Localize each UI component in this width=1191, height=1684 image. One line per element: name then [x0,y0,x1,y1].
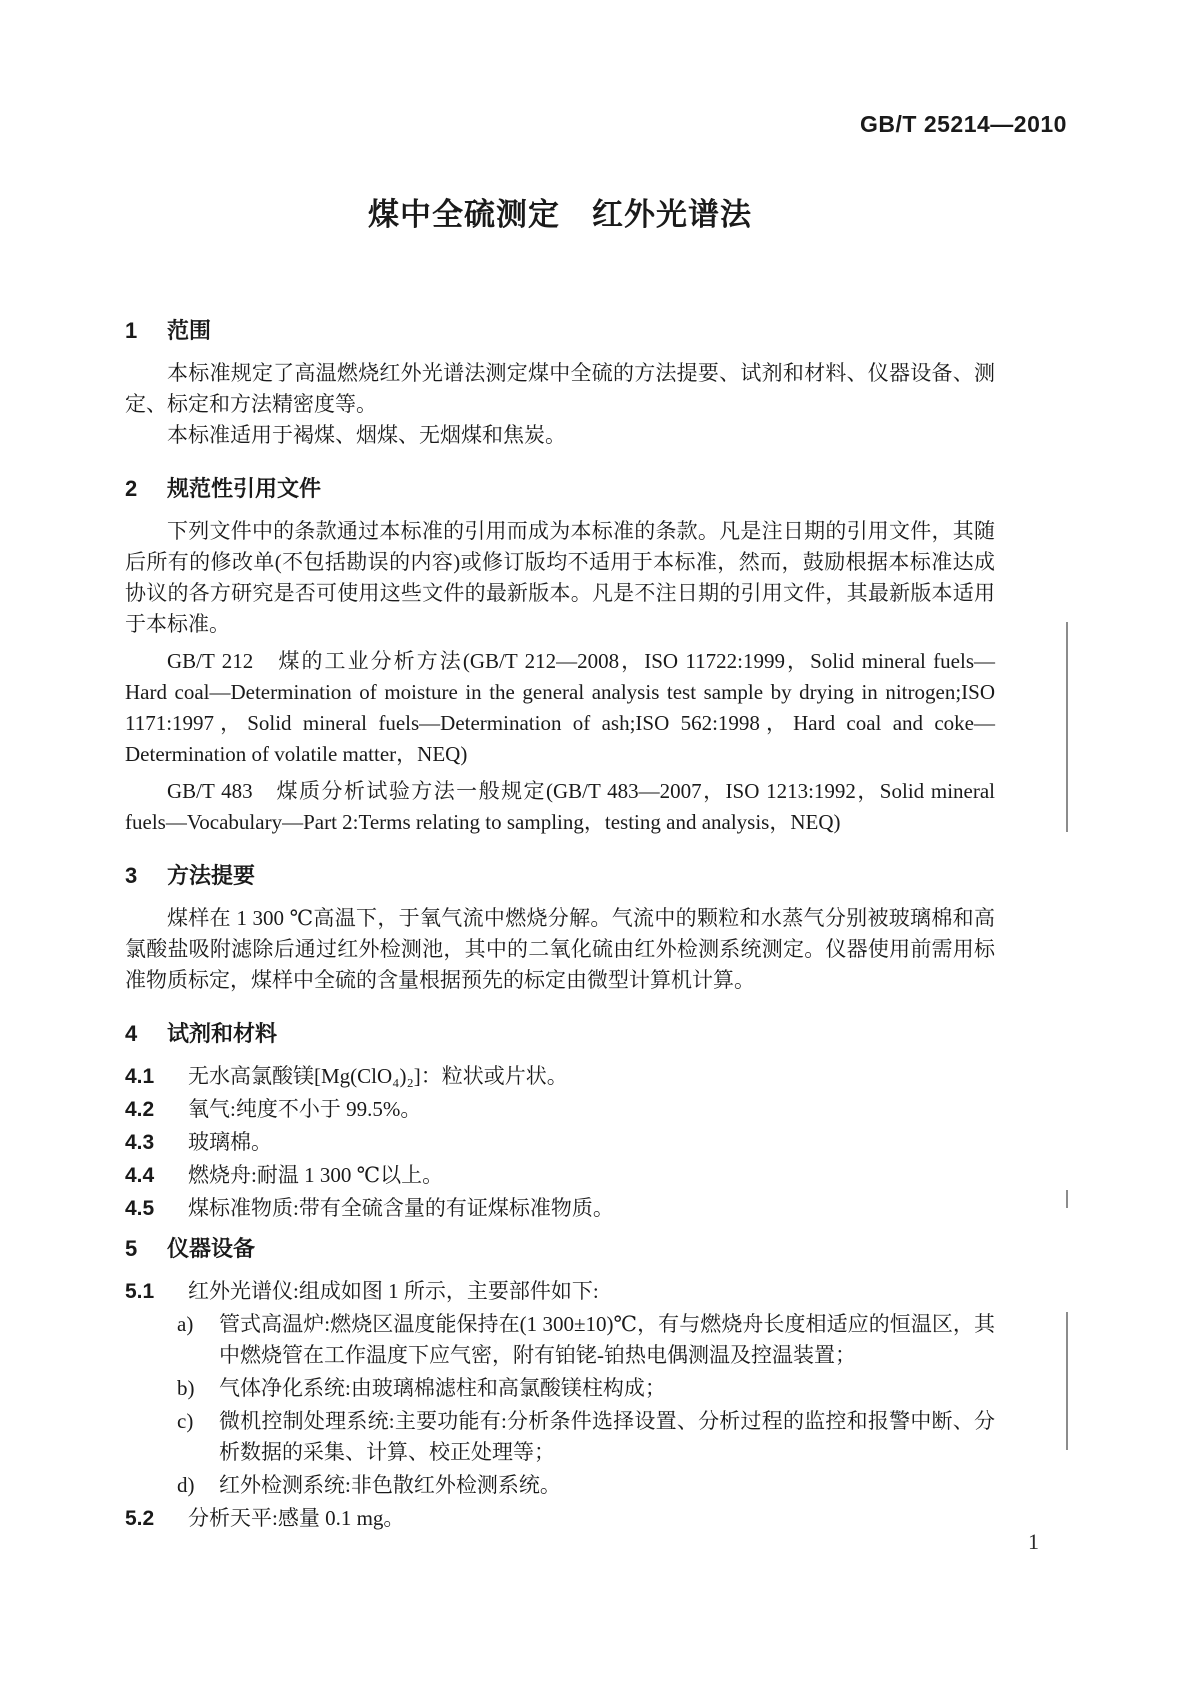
list-item-label: a) [177,1312,194,1336]
clause-number: 5.2 [125,1507,155,1530]
list-item-d [125,1470,995,1501]
clause-text: 分析天平:感量 0.1 mg。 [188,1506,405,1530]
section-number: 1 [125,318,138,343]
clause-text: 红外光谱仪:组成如图 1 所示，主要部件如下: [188,1279,599,1303]
paragraph: 本标准规定了高温燃烧红外光谱法测定煤中全硫的方法提要、试剂和材料、仪器设备、测定、标定和方法精密度等。 [125,361,995,416]
section-title: 方法提要 [167,863,256,888]
clause-text: 无水高氯酸镁[Mg(ClO₄)₂]：粒状或片状。 [188,1064,568,1088]
clause-number: 4.5 [125,1197,155,1220]
clause-5-2 [125,1503,995,1534]
list-item-text: 微机控制处理系统:主要功能有:分析条件选择设置、分析过程的监控和报警中断、分析数据的采集、计算、校正处理等； [219,1409,995,1464]
list-item-text: 管式高温炉:燃烧区温度能保持在(1 300±10)℃，有与燃烧舟长度相适应的恒温区，其中燃烧管在工作温度下应气密，附有铂铑-铂热电偶测温及控温装置； [219,1312,995,1367]
clause-4-1 [125,1061,995,1092]
list-item-a [125,1309,995,1371]
clause-4-3 [125,1127,995,1158]
clause-number: 4.1 [125,1065,155,1088]
clause-text: 氧气:纯度不小于 99.5%。 [188,1097,422,1121]
section-3-heading [125,860,995,891]
standard-code: GB/T 25214—2010 [860,111,1067,137]
change-bar [1066,1312,1068,1450]
section-1-heading [125,315,995,346]
section-number: 5 [125,1236,138,1261]
list-item-label: b) [177,1376,195,1400]
page-number: 1 [1028,1529,1039,1554]
list-item-label: d) [177,1473,195,1497]
clause-number: 5.1 [125,1280,155,1303]
document-title: 煤中全硫测定 红外光谱法 [368,197,752,232]
section-number: 3 [125,863,138,888]
list-item-c [125,1406,995,1468]
normative-reference: GB/T 212 煤的工业分析方法(GB/T 212—2008，ISO 11722:1999，Solid mineral fuels—Hard coal—Determination of moisture in the general analysis test sample by drying in nitrogen;ISO 1171:1997，Solid mineral fuels—Determination of ash;ISO 562:1998，Hard coal and coke—Determination of volatile matter，NEQ) [125,649,995,766]
clause-number: 4.2 [125,1098,155,1121]
section-title: 规范性引用文件 [167,476,322,501]
section-number: 2 [125,476,138,501]
clause-text: 燃烧舟:耐温 1 300 ℃以上。 [188,1163,444,1187]
clause-text: 玻璃棉。 [188,1130,272,1154]
clause-4-4 [125,1160,995,1191]
clause-4-5 [125,1193,995,1224]
normative-reference: GB/T 483 煤质分析试验方法一般规定(GB/T 483—2007，ISO 1213:1992，Solid mineral fuels—Vocabulary—Part 2:Terms relating to sampling，testing and analysis，NEQ) [125,779,995,834]
section-title: 仪器设备 [167,1236,256,1261]
clause-4-2 [125,1094,995,1125]
paragraph: 下列文件中的条款通过本标准的引用而成为本标准的条款。凡是注日期的引用文件，其随后所有的修改单(不包括勘误的内容)或修订版均不适用于本标准，然而，鼓励根据本标准达成协议的各方研究是否可使用这些文件的最新版本。凡是不注日期的引用文件，其最新版本适用于本标准。 [125,519,995,636]
clause-5-1 [125,1276,995,1307]
paragraph: 煤样在 1 300 ℃高温下，于氧气流中燃烧分解。气流中的颗粒和水蒸气分别被玻璃棉和高氯酸盐吸附滤除后通过红外检测池，其中的二氧化硫由红外检测系统测定。仪器使用前需用标准物质标定，煤样中全硫的含量根据预先的标定由微型计算机计算。 [125,906,995,992]
section-number: 4 [125,1021,138,1046]
clause-number: 4.4 [125,1164,155,1187]
section-4-heading [125,1018,995,1049]
page-content [125,0,995,1536]
list-item-label: c) [177,1409,194,1433]
change-bar [1066,622,1068,832]
list-item-text: 气体净化系统:由玻璃棉滤柱和高氯酸镁柱构成； [219,1376,666,1400]
section-title: 试剂和材料 [167,1021,278,1046]
clause-text: 煤标准物质:带有全硫含量的有证煤标准物质。 [188,1196,614,1220]
change-bar [1066,1190,1068,1208]
section-2-heading [125,473,995,504]
section-5-heading [125,1233,995,1264]
section-title: 范围 [167,318,212,343]
list-item-b [125,1373,995,1404]
paragraph: 本标准适用于褐煤、烟煤、无烟煤和焦炭。 [167,423,566,447]
clause-number: 4.3 [125,1131,155,1154]
list-item-text: 红外检测系统:非色散红外检测系统。 [219,1473,561,1497]
